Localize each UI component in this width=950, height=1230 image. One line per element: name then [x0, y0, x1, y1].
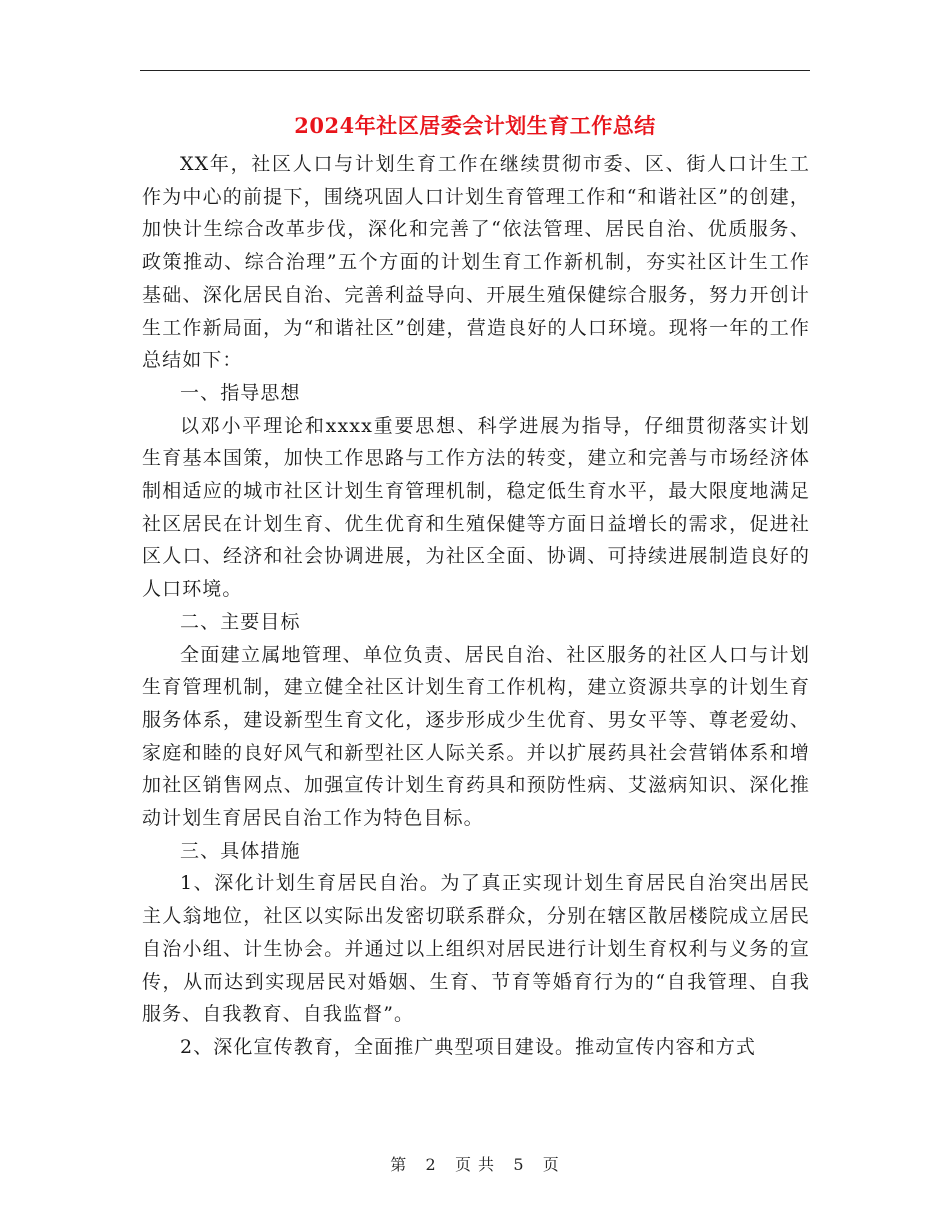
measure-1-paragraph: 1、深化计划生育居民自治。为了真正实现计划生育居民自治突出居民主人翁地位，社区以实际出发密切联系群众，分别在辖区散居楼院成立居民自治小组、计生协会。并通过以上组织对居民进行计划生育权利与义务的宣传，从而达到实现居民对婚姻、生育、节育等婚育行为的“自我管理、自我服务、自我教育、自我监督”。 [142, 872, 810, 1026]
main-goals-paragraph: 全面建立属地管理、单位负责、居民自治、社区服务的社区人口与计划生育管理机制，建立健全社区计划生育工作机构，建立资源共享的计划生育服务体系，建设新型生育文化，逐步形成少生优育、男女平等、尊老爱幼、家庭和睦的良好风气和新型社区人际关系。并以扩展药具社会营销体系和增加社区销售网点、加强宣传计划生育药具和预防性病、艾滋病知识、深化推动计划生育居民自治工作为特色目标。 [142, 643, 810, 830]
section-heading-guiding-ideology: 一、指导思想 [180, 381, 301, 404]
section-heading-main-goals: 二、主要目标 [180, 610, 301, 633]
measure-2-paragraph: 2、深化宣传教育，全面推广典型项目建设。推动宣传内容和方式 [180, 1035, 756, 1058]
header-rule [140, 70, 810, 71]
document-title: 2024年社区居委会计划生育工作总结 [294, 113, 656, 138]
footer-prefix: 第 [390, 1155, 408, 1174]
page-footer [0, 1152, 950, 1175]
footer-suffix: 页 [542, 1155, 560, 1174]
current-page-number: 2 [425, 1155, 437, 1174]
total-pages-number: 5 [513, 1155, 525, 1174]
section-heading-specific-measures: 三、具体措施 [180, 839, 301, 862]
footer-middle: 页 共 [454, 1155, 496, 1174]
intro-paragraph: XX年，社区人口与计划生育工作在继续贯彻市委、区、街人口计生工作为中心的前提下，围绕巩固人口计划生育管理工作和“和谐社区”的创建，加快计生综合改革步伐，深化和完善了“依法管理、居民自治、优质服务、政策推动、综合治理”五个方面的计划生育工作新机制，夯实社区计生工作基础、深化居民自治、完善利益导向、开展生殖保健综合服务，努力开创计生工作新局面，为“和谐社区”创建，营造良好的人口环境。现将一年的工作总结如下： [142, 153, 810, 372]
document-body [142, 148, 810, 1064]
guiding-ideology-paragraph: 以邓小平理论和xxxx重要思想、科学进展为指导，仔细贯彻落实计划生育基本国策，加快工作思路与工作方法的转变，建立和完善与市场经济体制相适应的城市社区计划生育管理机制，稳定低生育水平，最大限度地满足社区居民在计划生育、优生优育和生殖保健等方面日益增长的需求，促进社区人口、经济和社会协调进展，为社区全面、协调、可持续进展制造良好的人口环境。 [142, 414, 810, 601]
